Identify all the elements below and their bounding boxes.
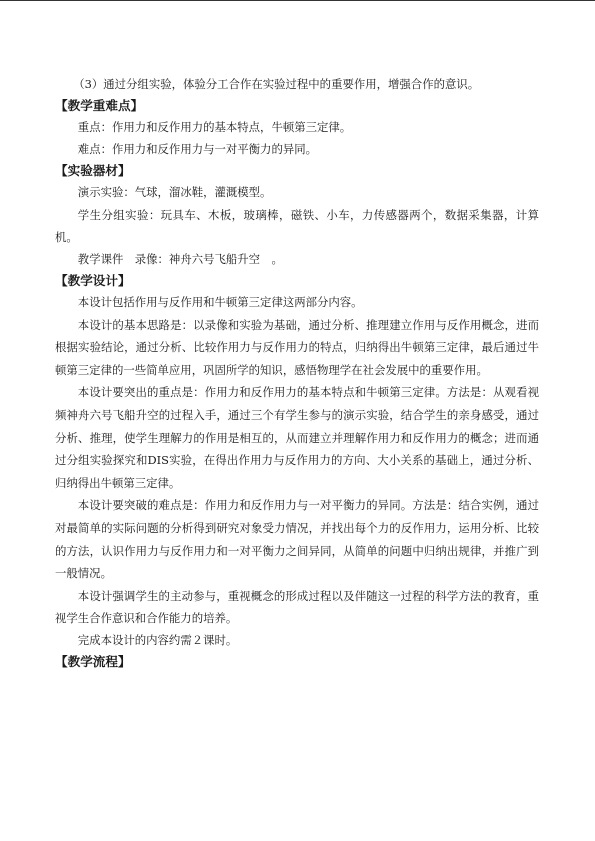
design-paragraph-3: 本设计要突出的重点是：作用力和反作用力的基本特点和牛顿第三定律。方法是：从观看视频神舟六号飞船升空的过程入手，通过三个有学生参与的演示实验，结合学生的亲身感受，通过分析、推理，使学生理解力的作用是相互的，从而建立并理解作用力和反作用力的概念；进而通过分组实验探究和DIS实验，在得出作用力与反作用力的方向、大小关系的基础上，通过分析、归纳得出牛顿第三定律。 [55,385,539,490]
difficulty-paragraph: 难点：作用力和反作用力与一对平衡力的异同。 [77,141,318,156]
design-paragraph-5: 本设计强调学生的主动参与，重视概念的形成过程以及伴随这一过程的科学方法的教育，重视学生合作意识和合作能力的培养。 [55,588,539,626]
design-heading: 【教学设计】 [55,273,131,289]
page-top-rule [0,0,595,1]
goal-3-paragraph: （3）通过分组实验，体验分工合作在实验过程中的重要作用，增强合作的意识。 [73,77,480,91]
demo-experiment-paragraph: 演示实验：气球，溜冰鞋，灌溉模型。 [77,185,272,200]
focus-paragraph: 重点：作用力和反作用力的基本特点，牛顿第三定律。 [77,120,352,135]
courseware-paragraph: 教学课件 录像：神舟六号飞船升空 。 [77,251,283,266]
design-paragraph-2: 本设计的基本思路是：以录像和实验为基础，通过分析、推理建立作用与反作用概念，进而根据实验结论，通过分析、比较作用力与反作用力的特点，归纳得出牛顿第三定律，最后通过牛顿第三定律的一些简单应用，巩固所学的知识，感悟物理学在社会发展中的重要作用。 [55,317,539,377]
design-paragraph-6: 完成本设计的内容约需２课时。 [77,632,238,647]
design-paragraph-1: 本设计包括作用与反作用和牛顿第三定律这两部分内容。 [77,295,363,310]
design-paragraph-4: 本设计要突破的难点是：作用力和反作用力与一对平衡力的异同。方法是：结合实例，通过对最简单的实际问题的分析得到研究对象受力情况，并找出每个力的反作用力，运用分析、比较的方法，认识作用力与反作用力和一对平衡力之间异同，从简单的问题中归纳出规律，并推广到一般情况。 [55,498,539,581]
equipment-heading: 【实验器材】 [55,163,131,179]
key-points-heading: 【教学重难点】 [55,98,144,114]
document-body [55,74,539,673]
group-experiment-paragraph: 学生分组实验：玩具车、木板，玻璃棒，磁铁、小车，力传感器两个，数据采集器，计算机。 [55,207,539,245]
teaching-flow-heading: 【教学流程】 [55,654,131,670]
